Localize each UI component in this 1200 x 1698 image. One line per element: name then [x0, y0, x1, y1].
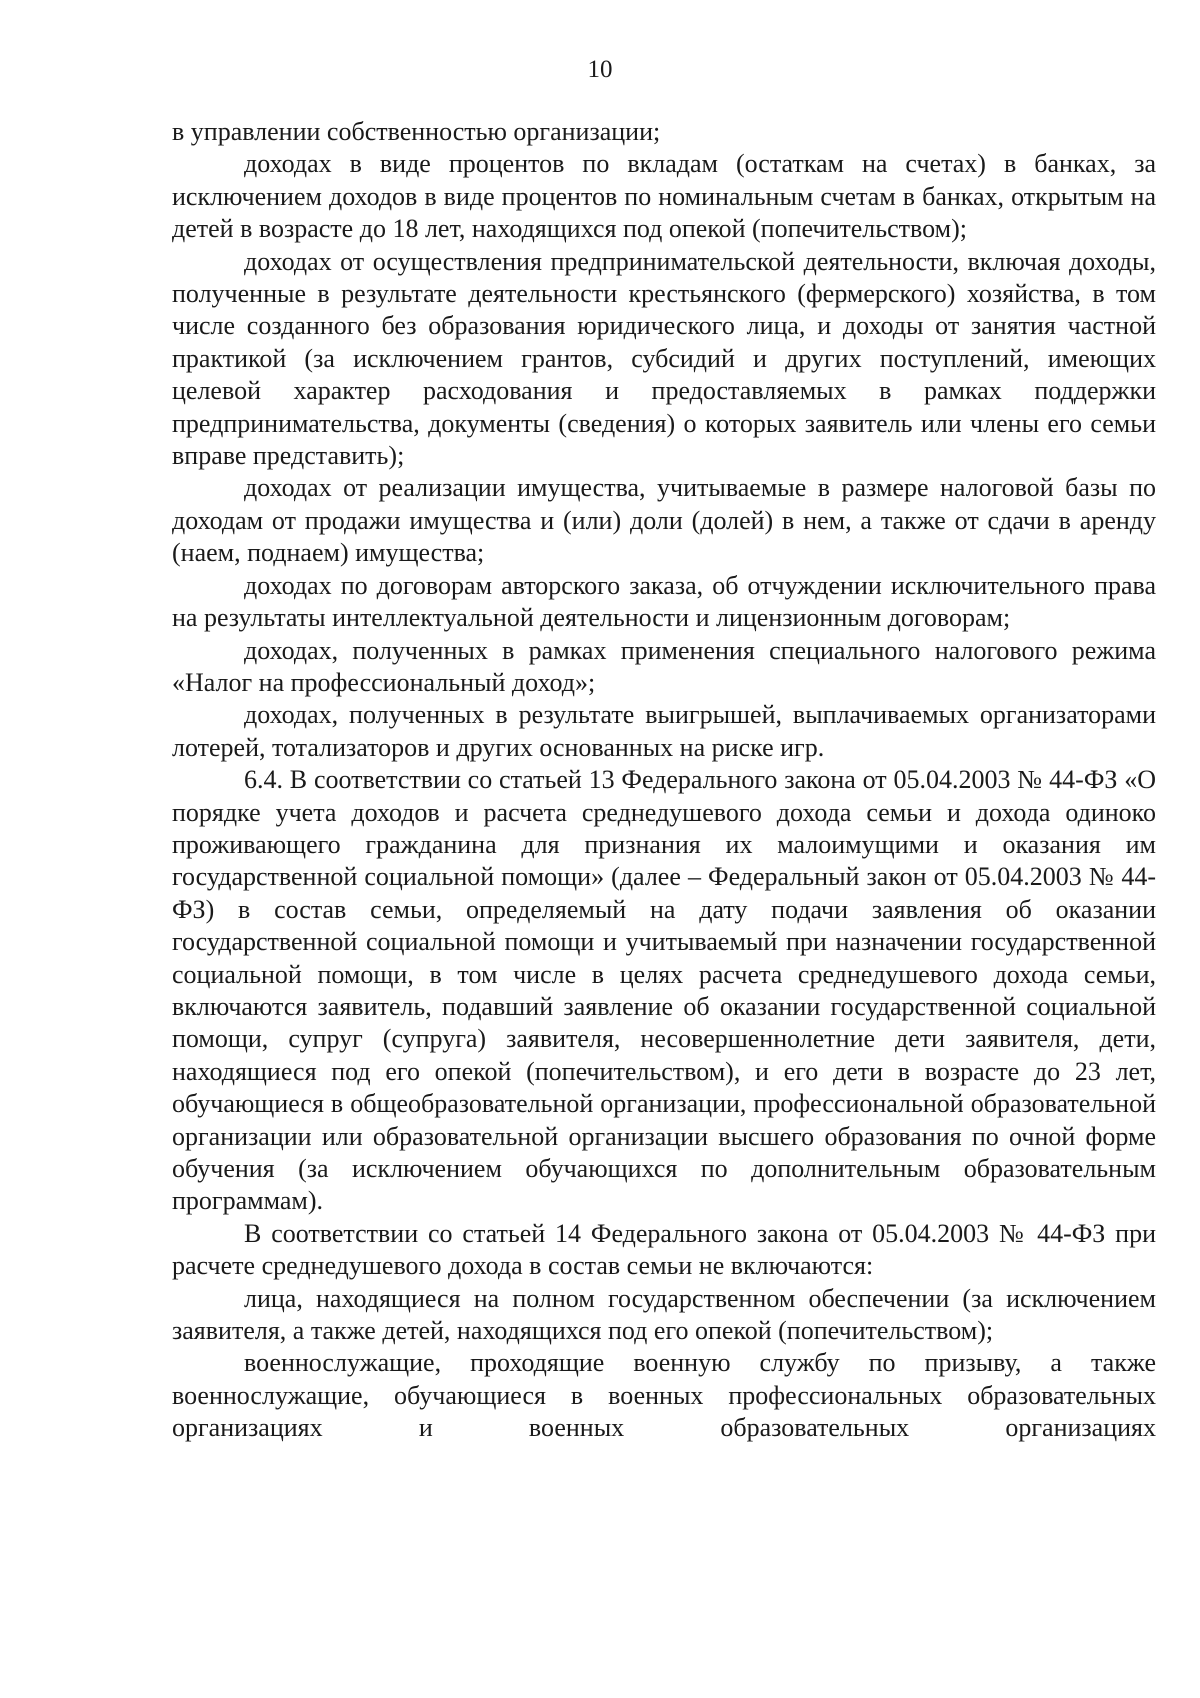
paragraph: доходах от осуществления предпринимательской деятельности, включая доходы, полученные в результате деятельности крестьянского (фермерского) хозяйства, в том числе созданного без образования юридического лица, и доходы от занятия частной практикой (за исключением грантов, субсидий и других поступлений, имеющих целевой характер расходования и предоставляемых в рамках поддержки предпринимательства, документы (сведения) о которых заявитель или члены его семьи вправе представить);: [172, 246, 1156, 471]
paragraph: доходах по договорам авторского заказа, об отчуждении исключительного права на результаты интеллектуальной деятельности и лицензионным договорам;: [172, 570, 1156, 633]
document-body: [172, 116, 1156, 1445]
paragraph: 6.4. В соответствии со статьей 13 Федерального закона от 05.04.2003 № 44-ФЗ «О порядке учета доходов и расчета среднедушевого дохода семьи и дохода одиноко проживающего гражданина для признания их малоимущими и оказания им государственной социальной помощи» (далее – Федеральный закон от 05.04.2003 № 44-ФЗ) в состав семьи, определяемый на дату подачи заявления об оказании государственной социальной помощи и учитываемый при назначении государственной социальной помощи, в том числе в целях расчета среднедушевого дохода семьи, включаются заявитель, подавший заявление об оказании государственной социальной помощи, супруг (супруга) заявителя, несовершеннолетние дети заявителя, дети, находящиеся под его опекой (попечительством), и его дети в возрасте до 23 лет, обучающиеся в общеобразовательной организации, профессиональной образовательной организации или образовательной организации высшего образования по очной форме обучения (за исключением обучающихся по дополнительным образовательным программам).: [172, 765, 1156, 1216]
page-number: 10: [587, 56, 613, 83]
paragraph: доходах, полученных в рамках применения специального налогового режима «Налог на профессиональный доход»;: [172, 635, 1156, 697]
paragraph: В соответствии со статьей 14 Федерального закона от 05.04.2003 № 44-ФЗ при расчете среднедушевого дохода в состав семьи не включаются:: [172, 1218, 1156, 1281]
paragraph: лица, находящиеся на полном государственном обеспечении (за исключением заявителя, а также детей, находящихся под его опекой (попечительством);: [172, 1283, 1156, 1346]
paragraph: военнослужащие, проходящие военную службу по призыву, а также военнослужащие, обучающиеся в военных профессиональных образовательных организациях и военных образовательных организациях: [172, 1348, 1156, 1443]
paragraph: доходах в виде процентов по вкладам (остаткам на счетах) в банках, за исключением доходов в виде процентов по номинальным счетам в банках, открытым на детей в возрасте до 18 лет, находящихся под опекой (попечительством);: [172, 149, 1156, 244]
paragraph: в управлении собственностью организации;: [172, 117, 661, 146]
paragraph: доходах, полученных в результате выигрышей, выплачиваемых организаторами лотерей, тотализаторов и других основанных на риске игр.: [172, 700, 1156, 762]
paragraph: доходах от реализации имущества, учитываемые в размере налоговой базы по доходам от продажи имущества и (или) доли (долей) в нем, а также от сдачи в аренду (наем, поднаем) имущества;: [172, 473, 1156, 568]
